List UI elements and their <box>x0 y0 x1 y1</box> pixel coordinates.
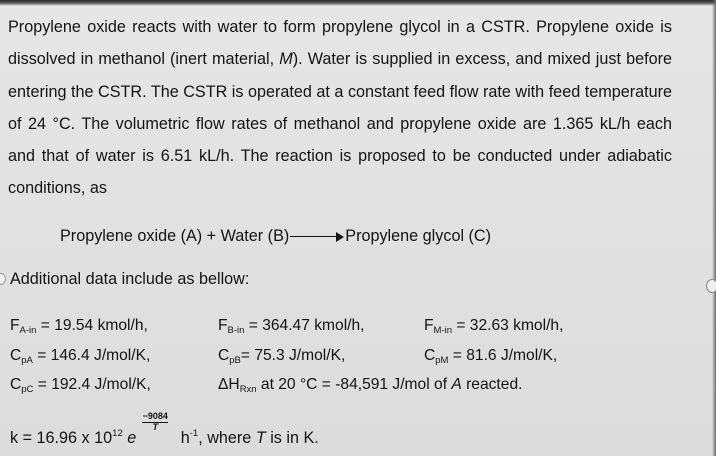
product: Propylene glycol (C) <box>345 227 492 245</box>
fa-in-value: $F_{A-in} = 19.54$ kmol/h, <box>10 317 148 336</box>
reaction-equation <box>60 227 491 246</box>
cpa-value: $C_{pA} = 146.4$ J/mol/K, <box>10 347 151 366</box>
exponent-fraction: $\frac{-9084}{T}$ <box>142 411 168 432</box>
cpm-value: $C_{pM} = 81.6$ J/mol/K, <box>424 347 558 366</box>
additional-data-intro: Additional data include as bellow: <box>10 270 250 288</box>
right-edge-shadow <box>712 0 716 456</box>
reactants: Propylene oxide (A) + Water (B) <box>60 227 290 245</box>
fb-in-value: $F_{B-in} = 364.47$ kmol/h, <box>218 317 365 336</box>
problem-statement: Propylene oxide reacts with water to form propylene glycol in a CSTR. Propylene oxide is dissolved in methanol (inert material, M). Water is supplied in excess, and mixed just before entering the CSTR. The CSTR is operated at a constant feed flow rate with feed temperature of 24 °C. The volumetric flow rates of methanol and propylene oxide are 1.365 kL/h each and that of water is 6.51 kL/h. The reaction is proposed to be conducted under adiabatic conditions, as <box>8 18 672 198</box>
selection-handle-left <box>0 273 6 285</box>
top-shadow <box>0 0 716 6</box>
cpb-value: $C_{pB}= 75.3$ J/mol/K, <box>218 347 346 366</box>
fm-in-value: $F_{M-in} = 32.63$ kmol/h, <box>424 317 564 336</box>
cpc-value: $C_{pC} = 192.4$ J/mol/K, <box>10 376 151 395</box>
selection-handle-right <box>706 279 716 293</box>
rate-constant-expression: k = 16.96 x $10^{12}$ e $\frac{-9084}{T}$ $h^{-1}$, where T is in K. <box>10 411 319 447</box>
heat-of-reaction-value: $\Delta H_{Rxn}$ at 20 °C = -84,591 J/mol of A reacted. <box>218 376 523 395</box>
reaction-arrow-icon <box>290 231 344 243</box>
